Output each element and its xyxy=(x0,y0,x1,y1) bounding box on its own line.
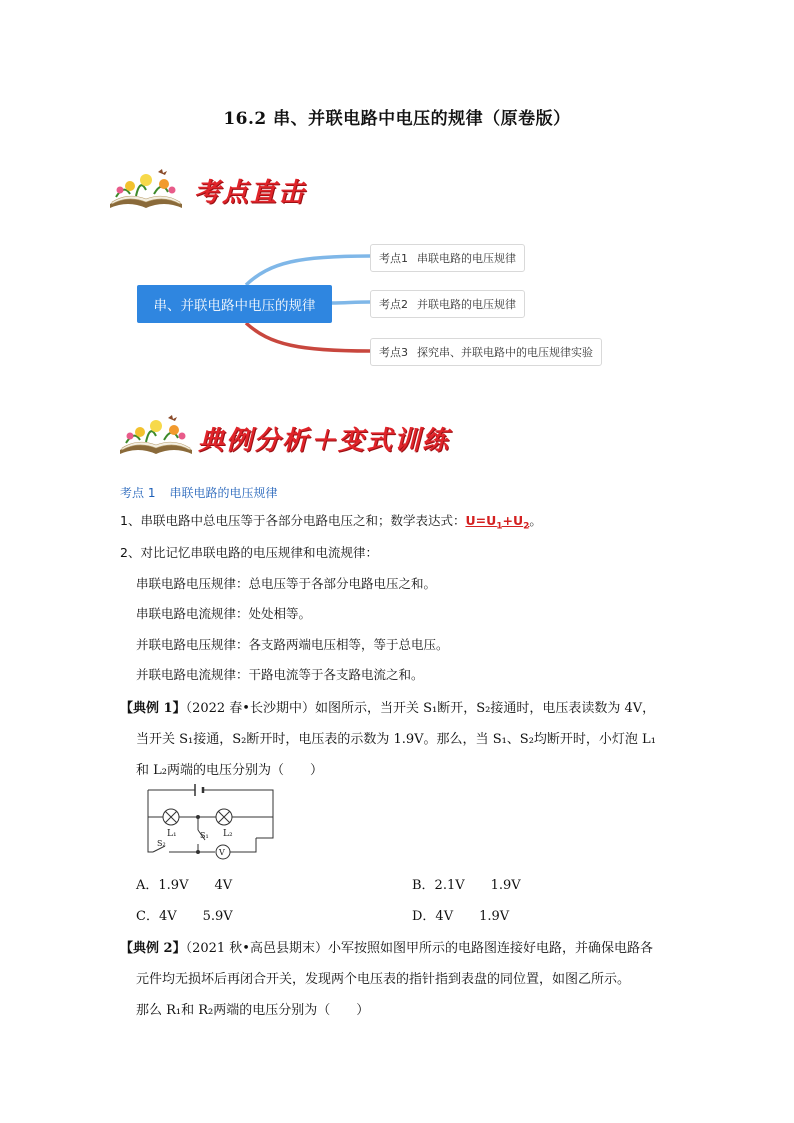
connector-topic-3 xyxy=(246,323,370,351)
mindmap-topic-1 xyxy=(370,244,525,272)
example-1-line-1 xyxy=(120,697,655,716)
mindmap-topic-2 xyxy=(370,290,525,318)
banner-dianli xyxy=(116,410,476,460)
section-title: 串联电路的电压规律 xyxy=(169,486,278,500)
example-tag: 【典例 1】 xyxy=(120,701,186,716)
topic-label: 考点2 xyxy=(379,298,408,311)
point-1-text: 1、串联电路中总电压等于各部分电路电压之和；数学表达式： xyxy=(120,513,466,528)
rule-parallel-voltage: 并联电路电压规律：各支路两端电压相等，等于总电压。 xyxy=(136,637,449,652)
example-text: （2021 秋•高邑县期末）小军按照如图甲所示的电路图连接好电路，并确保电路各 xyxy=(185,941,653,956)
label-S2: S₂ xyxy=(157,839,166,848)
label-S1: S₁ xyxy=(200,831,209,840)
option-d[interactable]: D．4V 1.9V xyxy=(412,909,510,924)
point-2: 2、对比记忆串联电路的电压规律和电流规律： xyxy=(120,545,378,560)
example-2-line-3: 那么 R₁和 R₂两端的电压分别为（ ） xyxy=(136,1003,370,1018)
section-label: 考点 1 xyxy=(120,486,156,500)
connector-topic-2 xyxy=(332,302,370,303)
section-heading xyxy=(120,484,277,501)
label-L1: L₁ xyxy=(167,829,177,839)
option-c[interactable]: C．4V 5.9V xyxy=(136,909,233,924)
rule-series-current: 串联电路电流规律：处处相等。 xyxy=(136,606,312,621)
example-1-line-2: 当开关 S₁接通，S₂断开时，电压表的示数为 1.9V。那么，当 S₁、S₂均断开时，小灯泡 L₁ xyxy=(136,732,656,747)
label-L2: L₂ xyxy=(223,829,233,839)
topic-text: 串联电路的电压规律 xyxy=(417,252,516,265)
example-tag: 【典例 2】 xyxy=(120,941,186,956)
example-1-line-3: 和 L₂两端的电压分别为（ ） xyxy=(136,763,323,778)
option-b[interactable]: B．2.1V 1.9V xyxy=(412,878,521,893)
mindmap-topic-3 xyxy=(370,338,602,366)
example-2-line-1 xyxy=(120,937,653,956)
formula: $U=U_1+U_2$ xyxy=(465,513,530,532)
banner-title: 考点直击 xyxy=(194,178,307,208)
label-V: V xyxy=(219,848,225,857)
example-text: （2022 春•长沙期中）如图所示，当开关 S₁断开，S₂接通时，电压表读数为 4V， xyxy=(185,701,656,716)
banner-kaodian xyxy=(106,164,336,214)
book-flower-icon xyxy=(106,164,186,210)
rule-series-voltage: 串联电路电压规律：总电压等于各部分电路电压之和。 xyxy=(136,576,437,591)
connector-topic-1 xyxy=(246,256,370,285)
topic-label: 考点1 xyxy=(379,252,408,265)
topic-text: 探究串、并联电路中的电压规律实验 xyxy=(417,346,593,359)
mindmap-center-node: 串、并联电路中电压的规律 xyxy=(137,285,332,323)
option-a[interactable]: A．1.9V 4V xyxy=(136,878,233,893)
topic-label: 考点3 xyxy=(379,346,408,359)
point-1-end: 。 xyxy=(529,513,542,528)
page-title: 16.2 串、并联电路中电压的规律（原卷版） xyxy=(223,109,571,129)
example-2-line-2: 元件均无损坏后再闭合开关，发现两个电压表的指针指到表盘的同位置，如图乙所示。 xyxy=(136,972,631,987)
rule-parallel-current: 并联电路电流规律：干路电流等于各支路电流之和。 xyxy=(136,667,424,682)
banner-title: 典例分析＋变式训练 xyxy=(198,426,451,456)
topic-text: 并联电路的电压规律 xyxy=(417,298,516,311)
circuit-diagram xyxy=(143,780,283,860)
point-1 xyxy=(120,511,542,532)
book-flower-icon xyxy=(116,410,196,456)
